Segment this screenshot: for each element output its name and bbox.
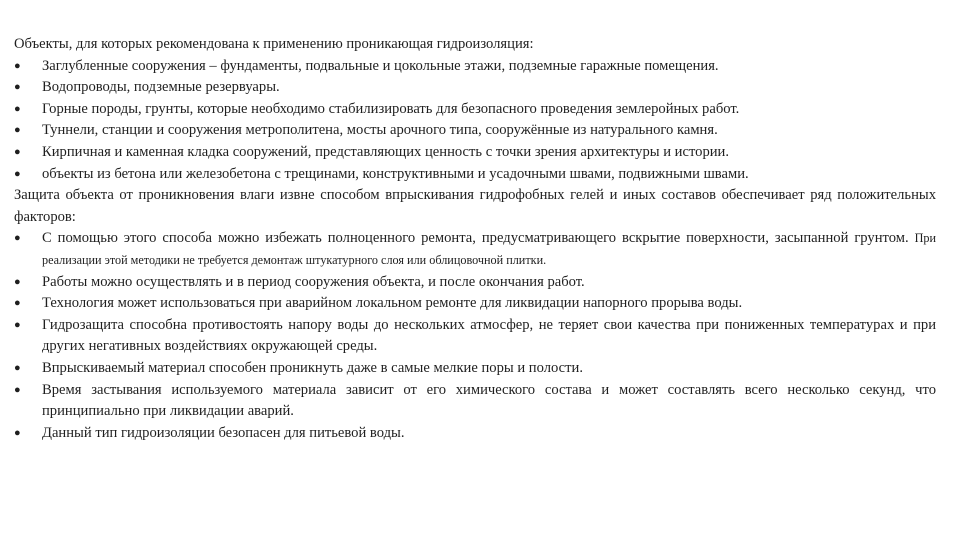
benefits-intro-text: Защита объекта от проникновения влаги извне способом впрыскивания гидрофобных гелей и иных составов обеспечивает ряд положительных факторов: bbox=[14, 187, 936, 225]
object-item-text: Водопроводы, подземные резервуары. bbox=[42, 79, 280, 96]
benefit-list-item bbox=[14, 315, 936, 358]
benefit-list-item bbox=[14, 272, 936, 294]
benefit-list-item bbox=[14, 358, 936, 380]
bullet-icon: ● bbox=[14, 361, 21, 374]
benefit-item-text: С помощью этого способа можно избежать полноценного ремонта, предусматривающего вскрытие поверхности, засыпанной грунтом. bbox=[42, 230, 909, 247]
benefit-item-text: Данный тип гидроизоляции безопасен для питьевой воды. bbox=[42, 424, 405, 441]
object-item-text: Заглубленные сооружения – фундаменты, подвальные и цокольные этажи, подземные гаражные помещения. bbox=[42, 57, 719, 74]
benefit-item-text: Время застывания используемого материала зависит от его химического состава и может составлять всего несколько секунд, что принципиально при ликвидации аварий. bbox=[42, 381, 936, 420]
object-item-text: Туннели, станции и сооружения метрополитена, мосты арочного типа, сооружённые из натурального камня. bbox=[42, 122, 718, 139]
bullet-icon: ● bbox=[14, 167, 21, 180]
object-list-item bbox=[14, 99, 936, 121]
benefit-item-text: Впрыскиваемый материал способен проникнуть даже в самые мелкие поры и полости. bbox=[42, 359, 583, 376]
benefit-list-item bbox=[14, 380, 936, 423]
bullet-icon: ● bbox=[14, 124, 21, 137]
object-list-item bbox=[14, 120, 936, 142]
bullet-icon: ● bbox=[14, 59, 21, 72]
bullet-icon: ● bbox=[14, 81, 21, 94]
benefit-item-text: Технология может использоваться при аварийном локальном ремонте для ликвидации напорного прорыва воды. bbox=[42, 295, 743, 312]
object-list-item bbox=[14, 142, 936, 164]
benefit-item-note: При реализации этой методики не требуется демонтаж штукатурного слоя или облицовочной плитки. bbox=[42, 231, 936, 267]
object-item-text: объекты из бетона или железобетона с трещинами, конструктивными и усадочными швами, подвижными швами. bbox=[42, 165, 749, 182]
object-item-text: Кирпичная и каменная кладка сооружений, представляющих ценность с точки зрения архитектуры и истории. bbox=[42, 143, 730, 160]
benefit-item-text: Гидрозащита способна противостоять напору воды до нескольких атмосфер, не теряет свои качества при пониженных температурах и при других негативных воздействиях окружающей среды. bbox=[42, 316, 936, 355]
object-list-item bbox=[14, 77, 936, 99]
object-item-text: Горные породы, грунты, которые необходимо стабилизировать для безопасного проведения землеройных работ. bbox=[42, 100, 740, 117]
bullet-icon: ● bbox=[14, 383, 21, 396]
bullet-icon: ● bbox=[14, 145, 21, 158]
document-body bbox=[14, 34, 936, 444]
bullet-icon: ● bbox=[14, 275, 21, 288]
object-list-item bbox=[14, 56, 936, 78]
benefit-item-text: Работы можно осуществлять и в период сооружения объекта, и после окончания работ. bbox=[42, 273, 585, 290]
object-list-item bbox=[14, 164, 936, 186]
benefit-list-item bbox=[14, 423, 936, 445]
bullet-icon: ● bbox=[14, 232, 21, 245]
bullet-icon: ● bbox=[14, 318, 21, 331]
bullet-icon: ● bbox=[14, 297, 21, 310]
benefit-list-item bbox=[14, 293, 936, 315]
intro-text: Объекты, для которых рекомендована к применению проникающая гидроизоляция: bbox=[14, 36, 534, 52]
benefit-list-item bbox=[14, 228, 936, 271]
bullet-icon: ● bbox=[14, 102, 21, 115]
bullet-icon: ● bbox=[14, 426, 21, 439]
